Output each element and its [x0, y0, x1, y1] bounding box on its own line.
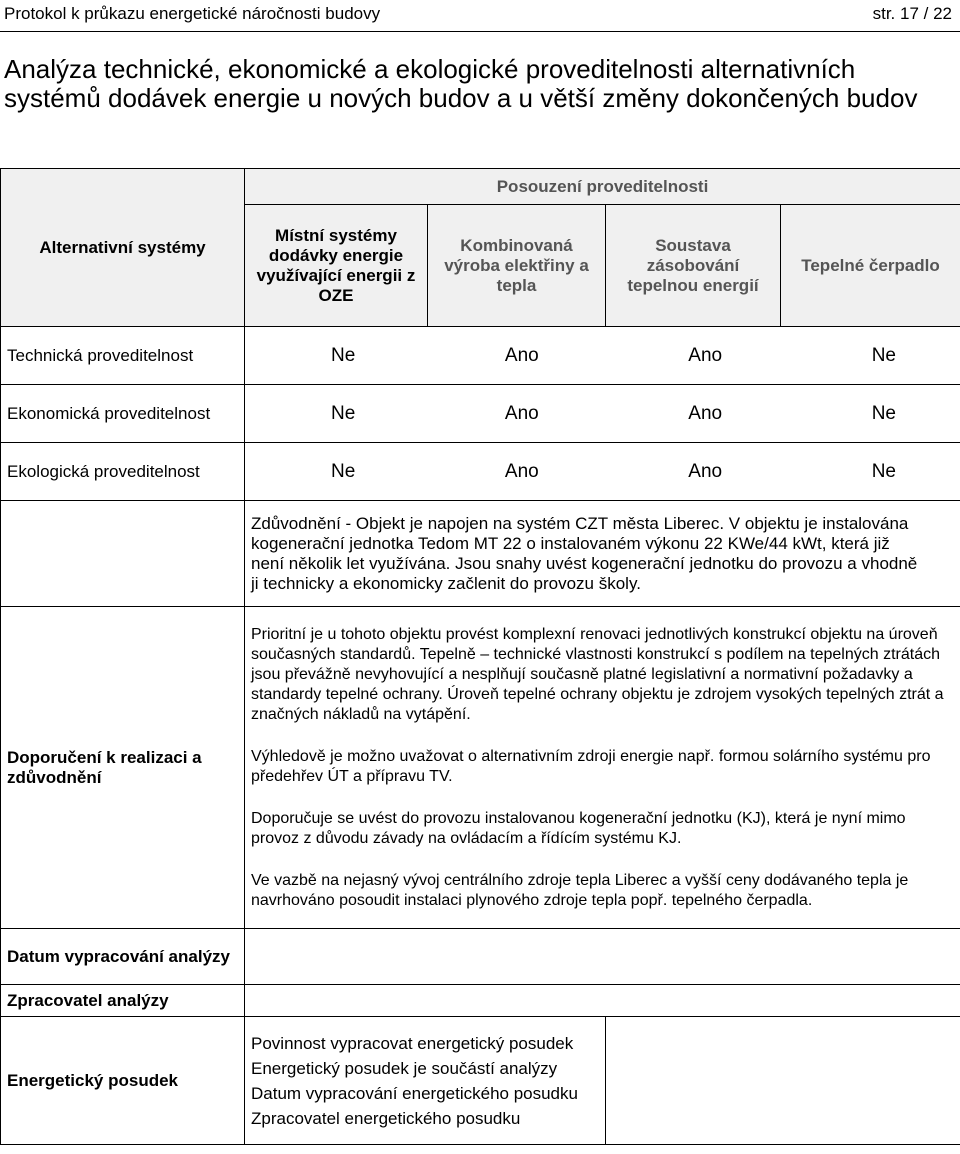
page-title: Analýza technické, ekonomické a ekologické proveditelnosti alternativních systémů dodávek energie u nových budov a u větší změny dokončených budov — [4, 54, 918, 113]
recommendation-paragraph: Ve vazbě na nejasný vývoj centrálního zdroje tepla Liberec a vyšší ceny dodávaného tepla je navrhováno posoudit instalaci plynového zdroje tepla popř. tepelného čerpadla. — [251, 871, 909, 909]
technical-oze-value: Ne — [331, 344, 356, 366]
alt-systems-header: Alternativní systémy — [1, 169, 245, 327]
recommendation-paragraph: Prioritní je u tohoto objektu provést komplexní renovaci jednotlivých konstrukcí objektu na úroveň současných standardů. Tepelně – technické vlastnosti konstrukcí s podílem na tepelných ztrátách jsou převážně nevyhovující a nesplňují současně platné legislativní a normativní požadavky a standardy tepelné ochrany. Úroveň tepelné ochrany objektu je zdrojem vysokých tepelných ztrát a značných nákladů na vytápění. — [251, 625, 944, 723]
row-label-technical: Technická proveditelnost — [1, 327, 245, 385]
analysis-date-value — [245, 929, 960, 985]
ecological-oze-value: Ne — [331, 460, 356, 482]
technical-hp-value: Ne — [871, 344, 896, 366]
energy-audit-item: Energetický posudek je součástí analýzy — [251, 1058, 558, 1078]
analysis-processor-value — [245, 985, 960, 1017]
header-divider — [0, 31, 960, 32]
energy-audit-item: Zpracovatel energetického posudku — [251, 1108, 521, 1128]
justification-line: není několik let využívána. Jsou snahy uvést kogenerační jednotku do provozu a vhodně — [251, 553, 918, 573]
header-page-number: str. 17 / 22 — [872, 4, 952, 23]
energy-audit-item: Povinnost vypracovat energetický posudek — [251, 1033, 574, 1053]
column-header-oze: Místní systémy dodávky energie využívající energii z OZE — [245, 205, 428, 327]
column-header-heat-pump: Tepelné čerpadlo — [781, 205, 960, 327]
column-header-district-heating: Soustava zásobování tepelnou energií — [606, 205, 781, 327]
recommendation-paragraph: Výhledově je možno uvažovat o alternativním zdroji energie např. formou solárního systému pro předehřev ÚT a přípravu TV. — [251, 747, 931, 785]
analysis-processor-label: Zpracovatel analýzy — [1, 985, 245, 1017]
recommendation-label: Doporučení k realizaci a zdůvodnění — [1, 607, 245, 929]
technical-dh-value: Ano — [688, 344, 723, 366]
justification-text — [245, 501, 960, 607]
economic-oze-value: Ne — [331, 402, 356, 424]
technical-chp-value: Ano — [504, 344, 539, 366]
justification-line: kogenerační jednotka Tedom MT 22 o instalovaném výkonu 22 KWe/44 kWt, která již — [251, 533, 890, 553]
row-values-ecological — [245, 443, 960, 501]
recommendation-text — [245, 607, 960, 929]
header-document-title: Protokol k průkazu energetické náročnosti budovy — [4, 4, 381, 23]
recommendation-paragraph: Doporučuje se uvést do provozu instalovanou kogenerační jednotku (KJ), která je nyní mimo provoz z důvodu závady na ovládacím a řídícím systému KJ. — [251, 809, 906, 847]
justification-line: Zdůvodnění - Objekt je napojen na systém CZT města Liberec. V objektu je instalována — [251, 513, 909, 533]
justification-line: ji technicky a ekonomicky začlenit do provozu školy. — [251, 573, 641, 593]
row-label-economic: Ekonomická proveditelnost — [1, 385, 245, 443]
ecological-dh-value: Ano — [688, 460, 723, 482]
energy-audit-label: Energetický posudek — [1, 1017, 245, 1145]
feasibility-table — [0, 168, 960, 1145]
economic-dh-value: Ano — [688, 402, 723, 424]
ecological-chp-value: Ano — [504, 460, 539, 482]
row-label-ecological: Ekologická proveditelnost — [1, 443, 245, 501]
economic-hp-value: Ne — [871, 402, 896, 424]
economic-chp-value: Ano — [504, 402, 539, 424]
energy-audit-values — [606, 1017, 960, 1145]
energy-audit-items — [245, 1017, 606, 1145]
row-values-technical — [245, 327, 960, 385]
assessment-header: Posouzení proveditelnosti — [245, 169, 960, 205]
analysis-date-label: Datum vypracování analýzy — [1, 929, 245, 985]
column-header-chp: Kombinovaná výroba elektřiny a tepla — [428, 205, 606, 327]
ecological-hp-value: Ne — [871, 460, 896, 482]
empty-justification-label — [1, 501, 245, 607]
row-values-economic — [245, 385, 960, 443]
energy-audit-item: Datum vypracování energetického posudku — [251, 1083, 578, 1103]
